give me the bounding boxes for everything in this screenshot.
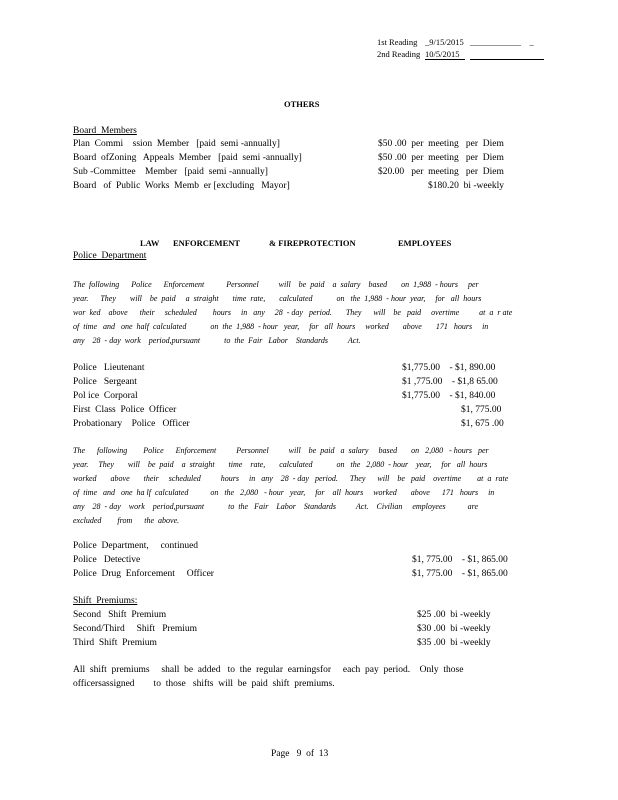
board-member-amount: $50 .00 per meeting per Diem (378, 153, 504, 163)
rank-pay: $1, 775.00 (461, 405, 502, 415)
shift-premium-name: Second Shift Premium (73, 610, 167, 620)
police-department-heading: Police Department (73, 251, 147, 261)
police-pay-paragraph-2-line: year. They will be paid a straight time rate, calculated on the 2,080 - hour year, for all hours (73, 460, 488, 469)
police-pay-paragraph-2-line: any 28 - day work period,pursuant to the Fair Labor Standards Act. Civilian employees are (73, 502, 479, 511)
shift-premium-name: Second/Third Shift Premium (73, 624, 198, 634)
page-number: Page 9 of 13 (271, 749, 329, 759)
police-pay-paragraph-line: year. They will be paid a straight time rate, calculated on the 1,988 - hour year, for all hours (73, 294, 482, 303)
shift-premium-amount: $25 .00 bi -weekly (417, 610, 491, 620)
shift-premium-name: Third Shift Premium (73, 638, 157, 648)
rank-name: Police Lieutenant (73, 363, 145, 373)
shift-premium-note-line: All shift premiums shall be added to the regular earningsfor each pay period. Only those (73, 665, 464, 675)
police-pay-paragraph-line: wor ked above their scheduled hours in any 28 - day period. They will be paid overtime at a r ate (73, 308, 513, 317)
board-member-amount: $50 .00 per meeting per Diem (378, 139, 504, 149)
rank-pay: $1 ,775.00 - $1,8 65.00 (402, 377, 498, 387)
rank-name: Police Drug Enforcement Officer (73, 569, 214, 579)
first-reading-date: _9/15/2015 (425, 37, 464, 47)
police-pay-paragraph-2-line: excluded from the above. (73, 516, 180, 525)
board-member-amount: $180.20 bi -weekly (428, 181, 504, 191)
law-heading: LAW (140, 238, 160, 248)
rank-pay: $1, 775.00 - $1, 865.00 (412, 569, 508, 579)
second-reading-blank-line (470, 59, 544, 60)
board-member-name: Sub -Committee Member [paid semi -annually] (73, 167, 268, 177)
board-members-heading: Board Members (73, 126, 137, 136)
police-pay-paragraph-line: any 28 - day work period,pursuant to the Fair Labor Standards Act. (73, 336, 361, 345)
rank-name: Probationary Police Officer (73, 419, 190, 429)
police-pay-paragraph-line: The following Police Enforcement Personnel will be paid a salary based on 1,988 - hours per (73, 280, 479, 289)
second-reading-label: 2nd Reading (377, 49, 421, 59)
police-pay-paragraph-line: of time and one half calculated on the 1,988 - hour year, for all hours worked above 171 hours in (73, 322, 489, 331)
second-reading-date: 10/5/2015 (425, 49, 460, 59)
others-title: OTHERS (284, 99, 320, 109)
police-pay-paragraph-2-line: The following Police Enforcement Personnel will be paid a salary based on 2,080 - hours per (73, 446, 489, 455)
shift-premium-note-line: officersassigned to those shifts will be paid shift premiums. (73, 679, 335, 689)
rank-name: Police Detective (73, 555, 141, 565)
board-member-name: Plan Commi ssion Member [paid semi -annually] (73, 139, 280, 149)
rank-name: First Class Police Officer (73, 405, 177, 415)
rank-pay: $1, 775.00 - $1, 865.00 (412, 555, 508, 565)
second-reading-date-underline (425, 59, 465, 60)
police-department-continued: Police Department, continued (73, 541, 199, 551)
shift-premium-amount: $35 .00 bi -weekly (417, 638, 491, 648)
shift-premium-amount: $30 .00 bi -weekly (417, 624, 491, 634)
board-member-name: Board of Public Works Memb er [excluding Mayor] (73, 181, 290, 191)
employees-heading: EMPLOYEES (398, 238, 452, 248)
fire-protection-heading: & FIREPROTECTION (269, 238, 356, 248)
first-reading-blank: ____________ _ (470, 37, 534, 47)
first-reading-label: 1st Reading (377, 37, 418, 47)
enforcement-heading: ENFORCEMENT (173, 238, 241, 248)
rank-pay: $1,775.00 - $1, 840.00 (402, 391, 496, 401)
police-pay-paragraph-2-line: of time and one ha lf calculated on the 2,080 - hour year, for all hours worked above 171 hours in (73, 488, 495, 497)
rank-pay: $1,775.00 - $1, 890.00 (402, 363, 496, 373)
shift-premiums-heading: Shift Premiums: (73, 596, 138, 606)
police-pay-paragraph-2-line: worked above their scheduled hours in any 28 - day period. They will be paid overtime at a rate (73, 474, 509, 483)
board-member-name: Board ofZoning Appeals Member [paid semi -annually] (73, 153, 302, 163)
rank-pay: $1, 675 .00 (461, 419, 504, 429)
rank-name: Police Sergeant (73, 377, 137, 387)
rank-name: Pol ice Corporal (73, 391, 138, 401)
board-member-amount: $20.00 per meeting per Diem (378, 167, 504, 177)
